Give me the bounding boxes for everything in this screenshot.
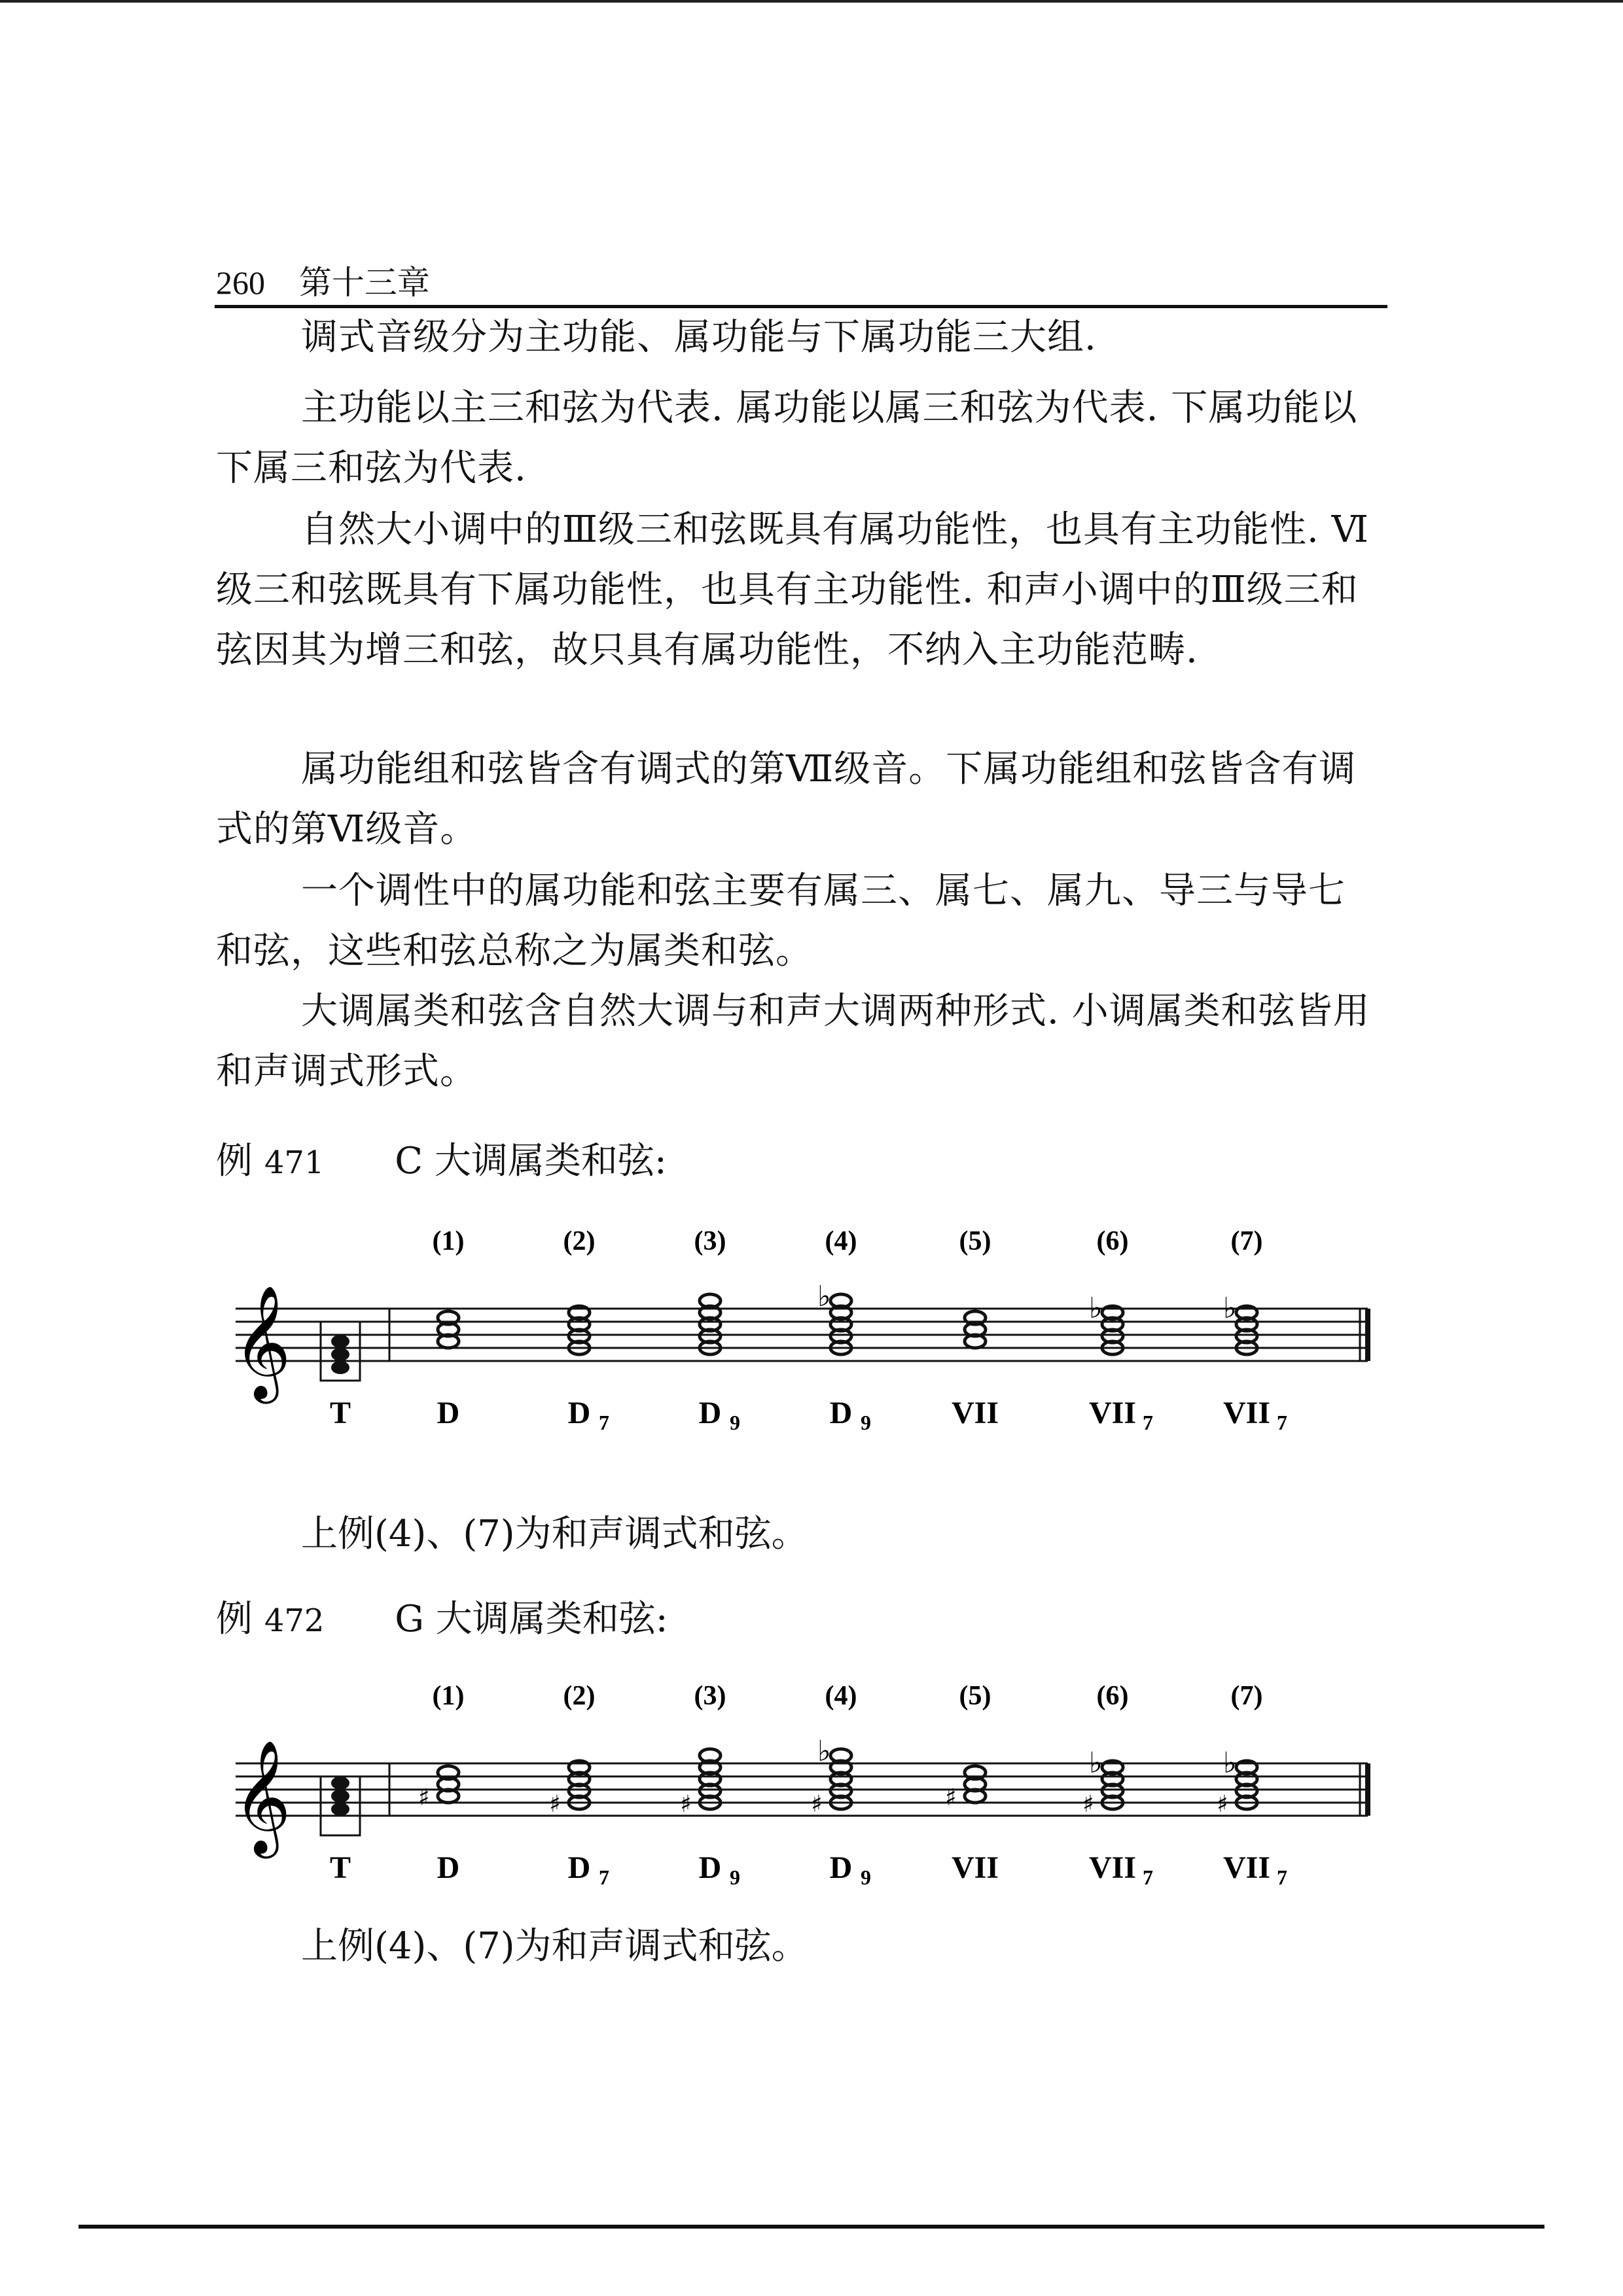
note-head [331, 1348, 349, 1361]
flat-sign-icon: ♭ [1089, 1746, 1103, 1780]
chord-label: D [437, 1850, 460, 1885]
staff-svg-471 [216, 1217, 1394, 1492]
chord-number: (5) [959, 1226, 991, 1256]
example-472-note: 上例(4)、(7)为和声调式和弦。 [301, 1925, 808, 1968]
chord-label-subscript: 9 [730, 1411, 740, 1434]
page-bottom-rule [79, 2225, 1544, 2229]
chord-number: (1) [432, 1226, 465, 1256]
example-label: 例 [216, 1598, 253, 1640]
chord-label-subscript: 7 [1143, 1411, 1153, 1434]
chord-number: (7) [1230, 1226, 1263, 1256]
chord-label: D [698, 1850, 722, 1885]
staff-example-472 [216, 1672, 1394, 1947]
chapter-title: 第十三章 [298, 264, 430, 302]
example-471-title [216, 1132, 667, 1184]
sharp-sign-icon: ♯ [945, 1784, 957, 1811]
chord-label: D [567, 1850, 591, 1885]
note-head [331, 1361, 349, 1374]
example-number: 472 [264, 1602, 325, 1639]
chord-label: D [437, 1396, 460, 1430]
paragraph-6: 大调属类和弦含自然大调与和声大调两种形式. 小调属类和弦皆用和声调式形式。 [216, 990, 1370, 1093]
flat-sign-icon: ♭ [1223, 1292, 1237, 1325]
chord-number: (3) [694, 1226, 726, 1256]
flat-sign-icon: ♭ [1223, 1746, 1237, 1780]
chord-number: (1) [432, 1681, 465, 1711]
sharp-sign-icon: ♯ [680, 1791, 692, 1818]
flat-sign-icon: ♭ [817, 1280, 831, 1313]
staff-example-471 [216, 1217, 1394, 1492]
chord-number: (6) [1096, 1681, 1129, 1711]
chord-label: VII [1222, 1850, 1271, 1885]
chord-label: VII [1088, 1850, 1137, 1885]
chord-label-subscript: 9 [861, 1865, 871, 1889]
sharp-sign-icon: ♯ [811, 1791, 823, 1818]
chord-number: (4) [825, 1681, 857, 1711]
chord-number: (7) [1230, 1681, 1263, 1711]
chord-number: (6) [1096, 1226, 1129, 1256]
paragraph-2: 主功能以主三和弦为代表. 属功能以属三和弦为代表. 下属功能以下属三和弦为代表. [216, 387, 1358, 489]
chord-label-subscript: 7 [599, 1865, 609, 1889]
page-top-border [0, 0, 1623, 3]
page-number: 260 [216, 264, 265, 301]
note-head [331, 1790, 349, 1803]
flat-sign-icon: ♭ [1089, 1292, 1103, 1325]
chord-label: D [829, 1396, 853, 1430]
example-label: 例 [216, 1140, 253, 1182]
chord-number: (4) [825, 1226, 857, 1256]
sharp-sign-icon: ♯ [1082, 1791, 1094, 1818]
chord-label-subscript: 7 [1143, 1865, 1153, 1889]
chord-label-subscript: 9 [730, 1865, 740, 1889]
sharp-sign-icon: ♯ [549, 1791, 561, 1818]
paragraph-3: 自然大小调中的Ⅲ级三和弦既具有属功能性，也具有主功能性. Ⅵ级三和弦既具有下属功能性，也具有主功能性. 和声小调中的Ⅲ级三和弦因其为增三和弦，故只具有属功能性，不纳入主功能范畴. [216, 508, 1369, 671]
note-head [331, 1803, 349, 1816]
chord-number: (5) [959, 1681, 991, 1711]
chord-label: D [567, 1396, 591, 1430]
note-head [331, 1335, 349, 1348]
sharp-sign-icon: ♯ [1217, 1791, 1228, 1818]
chord-label-subscript: 7 [1277, 1865, 1287, 1889]
chord-label: VII [1088, 1396, 1137, 1430]
example-472-title [216, 1590, 668, 1642]
chord-number: (2) [563, 1681, 596, 1711]
flat-sign-icon: ♭ [817, 1735, 831, 1768]
sharp-sign-icon: ♯ [418, 1784, 430, 1811]
paragraph-5: 一个调性中的属功能和弦主要有属三、属七、属九、导三与导七和弦，这些和弦总称之为属类和弦。 [216, 870, 1346, 972]
chord-label: D [829, 1850, 853, 1885]
chord-number: (2) [563, 1226, 596, 1256]
chord-number: (3) [694, 1681, 726, 1711]
tonic-label: T [329, 1396, 351, 1430]
chord-label-subscript: 7 [599, 1411, 609, 1434]
chord-label: VII [951, 1396, 999, 1430]
paragraph-1: 调式音级分为主功能、属功能与下属功能三大组. [301, 316, 1097, 359]
example-caption: C 大调属类和弦: [395, 1140, 667, 1182]
staff-svg-472 [216, 1672, 1394, 1947]
chord-label-subscript: 9 [861, 1411, 871, 1434]
treble-clef-icon: 𝄞 [233, 1285, 291, 1399]
treble-clef-icon: 𝄞 [233, 1740, 291, 1854]
note-head [331, 1776, 349, 1790]
chord-label-subscript: 7 [1277, 1411, 1287, 1434]
chord-label: D [698, 1396, 722, 1430]
example-number: 471 [264, 1144, 325, 1181]
paragraph-4: 属功能组和弦皆含有调式的第Ⅶ级音。下属功能组和弦皆含有调式的第Ⅵ级音。 [216, 748, 1357, 851]
chord-label: VII [1222, 1396, 1271, 1430]
tonic-label: T [329, 1850, 351, 1885]
example-471-note: 上例(4)、(7)为和声调式和弦。 [301, 1513, 808, 1555]
page-header [216, 256, 430, 304]
chord-label: VII [951, 1850, 999, 1885]
example-caption: G 大调属类和弦: [395, 1598, 668, 1640]
